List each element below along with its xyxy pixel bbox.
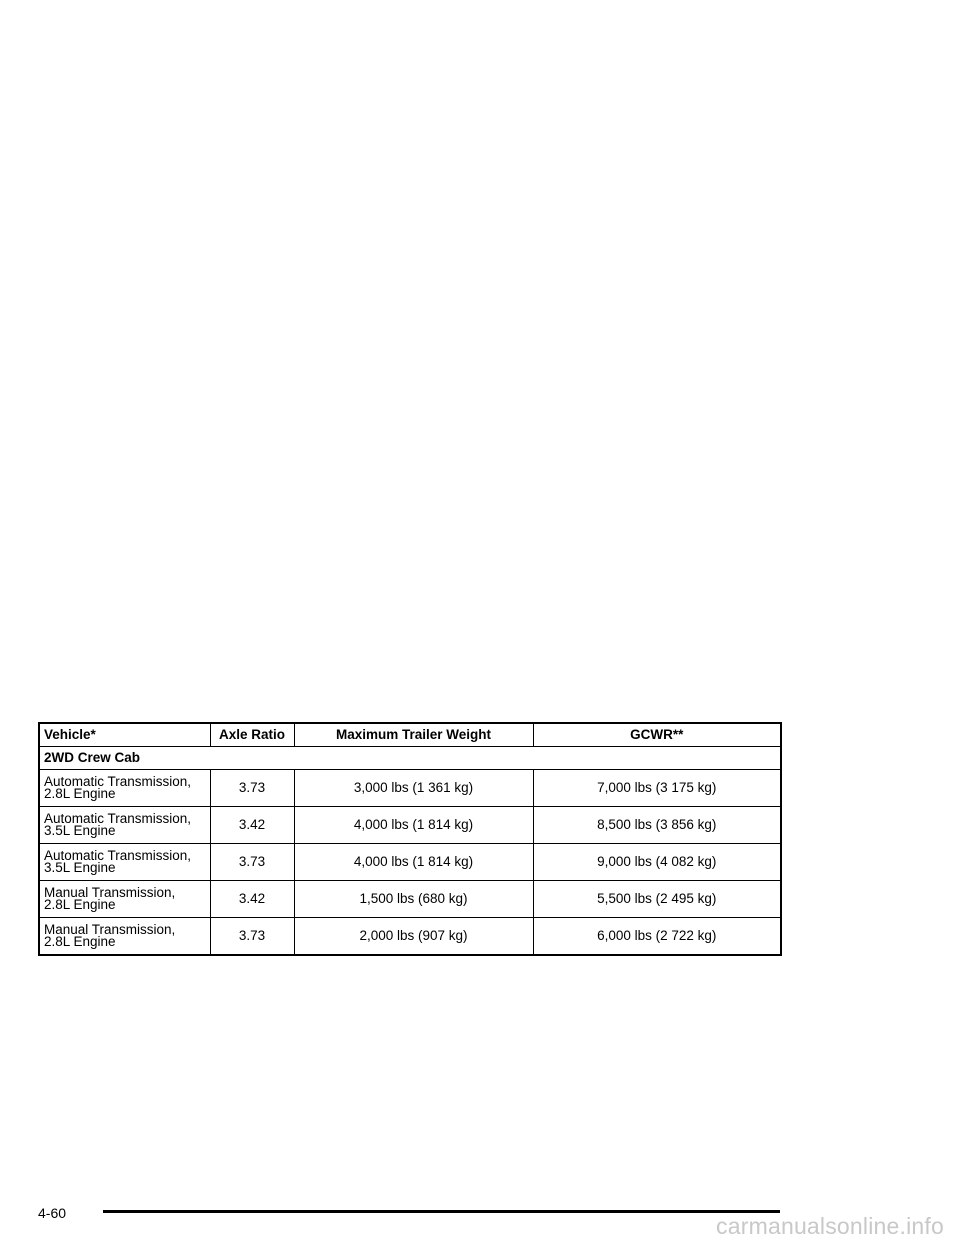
- max-trailer-weight-cell: 4,000 lbs (1 814 kg): [294, 807, 533, 844]
- table-row: [39, 807, 781, 844]
- vehicle-transmission: Automatic Transmission,: [44, 811, 192, 826]
- max-trailer-weight-cell: 2,000 lbs (907 kg): [294, 918, 533, 956]
- axle-ratio-cell: 3.73: [210, 844, 294, 881]
- vehicle-cell: [39, 770, 210, 807]
- vehicle-cell: [39, 881, 210, 918]
- section-row: [39, 747, 781, 770]
- table-header-row: [39, 723, 781, 747]
- vehicle-engine: 2.8L Engine: [44, 934, 116, 949]
- vehicle-cell: [39, 807, 210, 844]
- gcwr-cell: 6,000 lbs (2 722 kg): [533, 918, 781, 956]
- max-trailer-weight-cell: 3,000 lbs (1 361 kg): [294, 770, 533, 807]
- max-trailer-weight-cell: 1,500 lbs (680 kg): [294, 881, 533, 918]
- header-axle-ratio: Axle Ratio: [210, 723, 294, 747]
- section-title: 2WD Crew Cab: [39, 747, 781, 770]
- vehicle-transmission: Automatic Transmission,: [44, 774, 192, 789]
- footer-rule: [103, 1210, 780, 1213]
- axle-ratio-cell: 3.73: [210, 918, 294, 956]
- table-row: [39, 844, 781, 881]
- trailer-weight-table: [38, 722, 782, 956]
- gcwr-cell: 5,500 lbs (2 495 kg): [533, 881, 781, 918]
- table-row: [39, 918, 781, 956]
- vehicle-cell: [39, 918, 210, 956]
- header-gcwr: GCWR**: [533, 723, 781, 747]
- axle-ratio-cell: 3.42: [210, 881, 294, 918]
- header-max-trailer-weight: Maximum Trailer Weight: [294, 723, 533, 747]
- table-row: [39, 881, 781, 918]
- watermark-text: carmanualsonline.info: [716, 1213, 944, 1239]
- max-trailer-weight-cell: 4,000 lbs (1 814 kg): [294, 844, 533, 881]
- header-vehicle: Vehicle*: [39, 723, 210, 747]
- vehicle-transmission: Manual Transmission,: [44, 885, 176, 900]
- vehicle-transmission: Automatic Transmission,: [44, 848, 192, 863]
- vehicle-engine: 2.8L Engine: [44, 786, 116, 801]
- vehicle-engine: 3.5L Engine: [44, 823, 116, 838]
- axle-ratio-cell: 3.73: [210, 770, 294, 807]
- vehicle-engine: 2.8L Engine: [44, 897, 116, 912]
- vehicle-transmission: Manual Transmission,: [44, 922, 176, 937]
- page-number: 4-60: [38, 1205, 67, 1221]
- vehicle-engine: 3.5L Engine: [44, 860, 116, 875]
- gcwr-cell: 8,500 lbs (3 856 kg): [533, 807, 781, 844]
- axle-ratio-cell: 3.42: [210, 807, 294, 844]
- table-row: [39, 770, 781, 807]
- vehicle-cell: [39, 844, 210, 881]
- gcwr-cell: 9,000 lbs (4 082 kg): [533, 844, 781, 881]
- gcwr-cell: 7,000 lbs (3 175 kg): [533, 770, 781, 807]
